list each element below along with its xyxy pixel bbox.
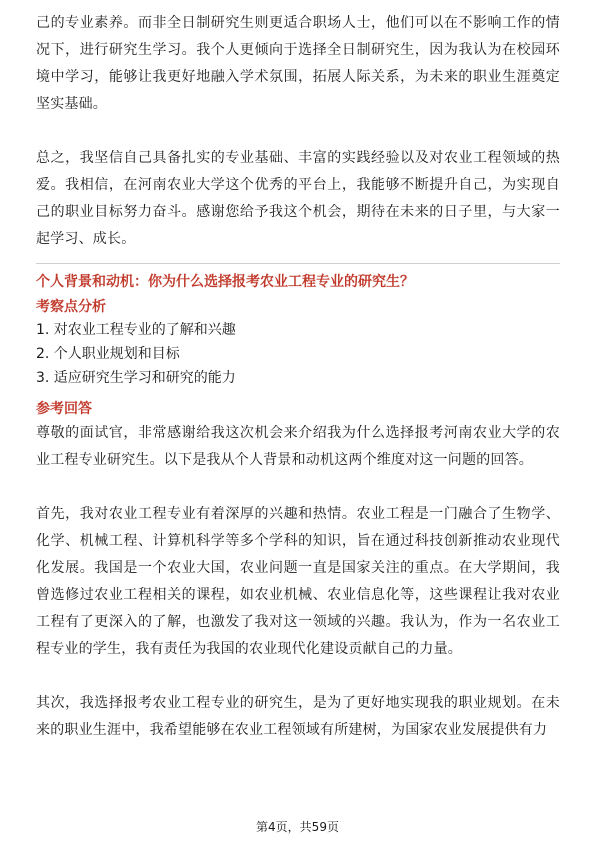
paragraph-spacer bbox=[36, 474, 560, 501]
analysis-point-3: 3. 适应研究生学习和研究的能力 bbox=[36, 370, 236, 386]
answer-paragraph-1: 尊敬的面试官，非常感谢给我这次机会来介绍我为什么选择报考河南农业大学的农业工程专业研究生。以下是我从个人背景和动机这两个维度对这一问题的回答。 bbox=[36, 425, 560, 468]
paragraph-spacer bbox=[36, 663, 560, 690]
document-page bbox=[36, 10, 560, 744]
analysis-point-2: 2. 个人职业规划和目标 bbox=[36, 346, 180, 362]
analysis-point-1: 1. 对农业工程专业的了解和兴趣 bbox=[36, 322, 236, 338]
answer-paragraph-3: 其次，我选择报考农业工程专业的研究生，是为了更好地实现我的职业规划。在未来的职业生涯中，我希望能够在农业工程领域有所建树，为国家农业发展提供有力 bbox=[36, 695, 560, 738]
page-footer: 第4页，共59页 bbox=[256, 820, 339, 834]
analysis-heading: 考察点分析 bbox=[36, 299, 106, 315]
paragraph-spacer bbox=[36, 118, 560, 145]
answer-paragraph-2: 首先，我对农业工程专业有着深厚的兴趣和热情。农业工程是一门融合了生物学、化学、机械工程、计算机科学等多个学科的知识，旨在通过科技创新推动农业现代化发展。我国是一个农业大国，农业问题一直是国家关注的重点。在大学期间，我曾选修过农业工程相关的课程，如农业机械、农业信息化等，这些课程让我对农业工程有了更深入的了解，也激发了我对这一领域的兴趣。我认为，作为一名农业工程专业的学生，我有责任为我国的农业现代化建设贡献自己的力量。 bbox=[36, 506, 560, 657]
intro-paragraph-2: 总之，我坚信自己具备扎实的专业基础、丰富的实践经验以及对农业工程领域的热爱。我相信，在河南农业大学这个优秀的平台上，我能够不断提升自己，为实现自己的职业目标努力奋斗。感谢您给予我这个机会，期待在未来的日子里，与大家一起学习、成长。 bbox=[36, 150, 560, 247]
answer-heading: 参考回答 bbox=[36, 401, 92, 417]
intro-paragraph-1: 己的专业素养。而非全日制研究生则更适合职场人士，他们可以在不影响工作的情况下，进行研究生学习。我个人更倾向于选择全日制研究生，因为我认为在校园环境中学习，能够让我更好地融入学术氛围，拓展人际关系，为未来的职业生涯奠定坚实基础。 bbox=[36, 15, 560, 112]
question-heading: 个人背景和动机：你为什么选择报考农业工程专业的研究生？ bbox=[36, 274, 414, 290]
section-divider bbox=[36, 263, 560, 264]
